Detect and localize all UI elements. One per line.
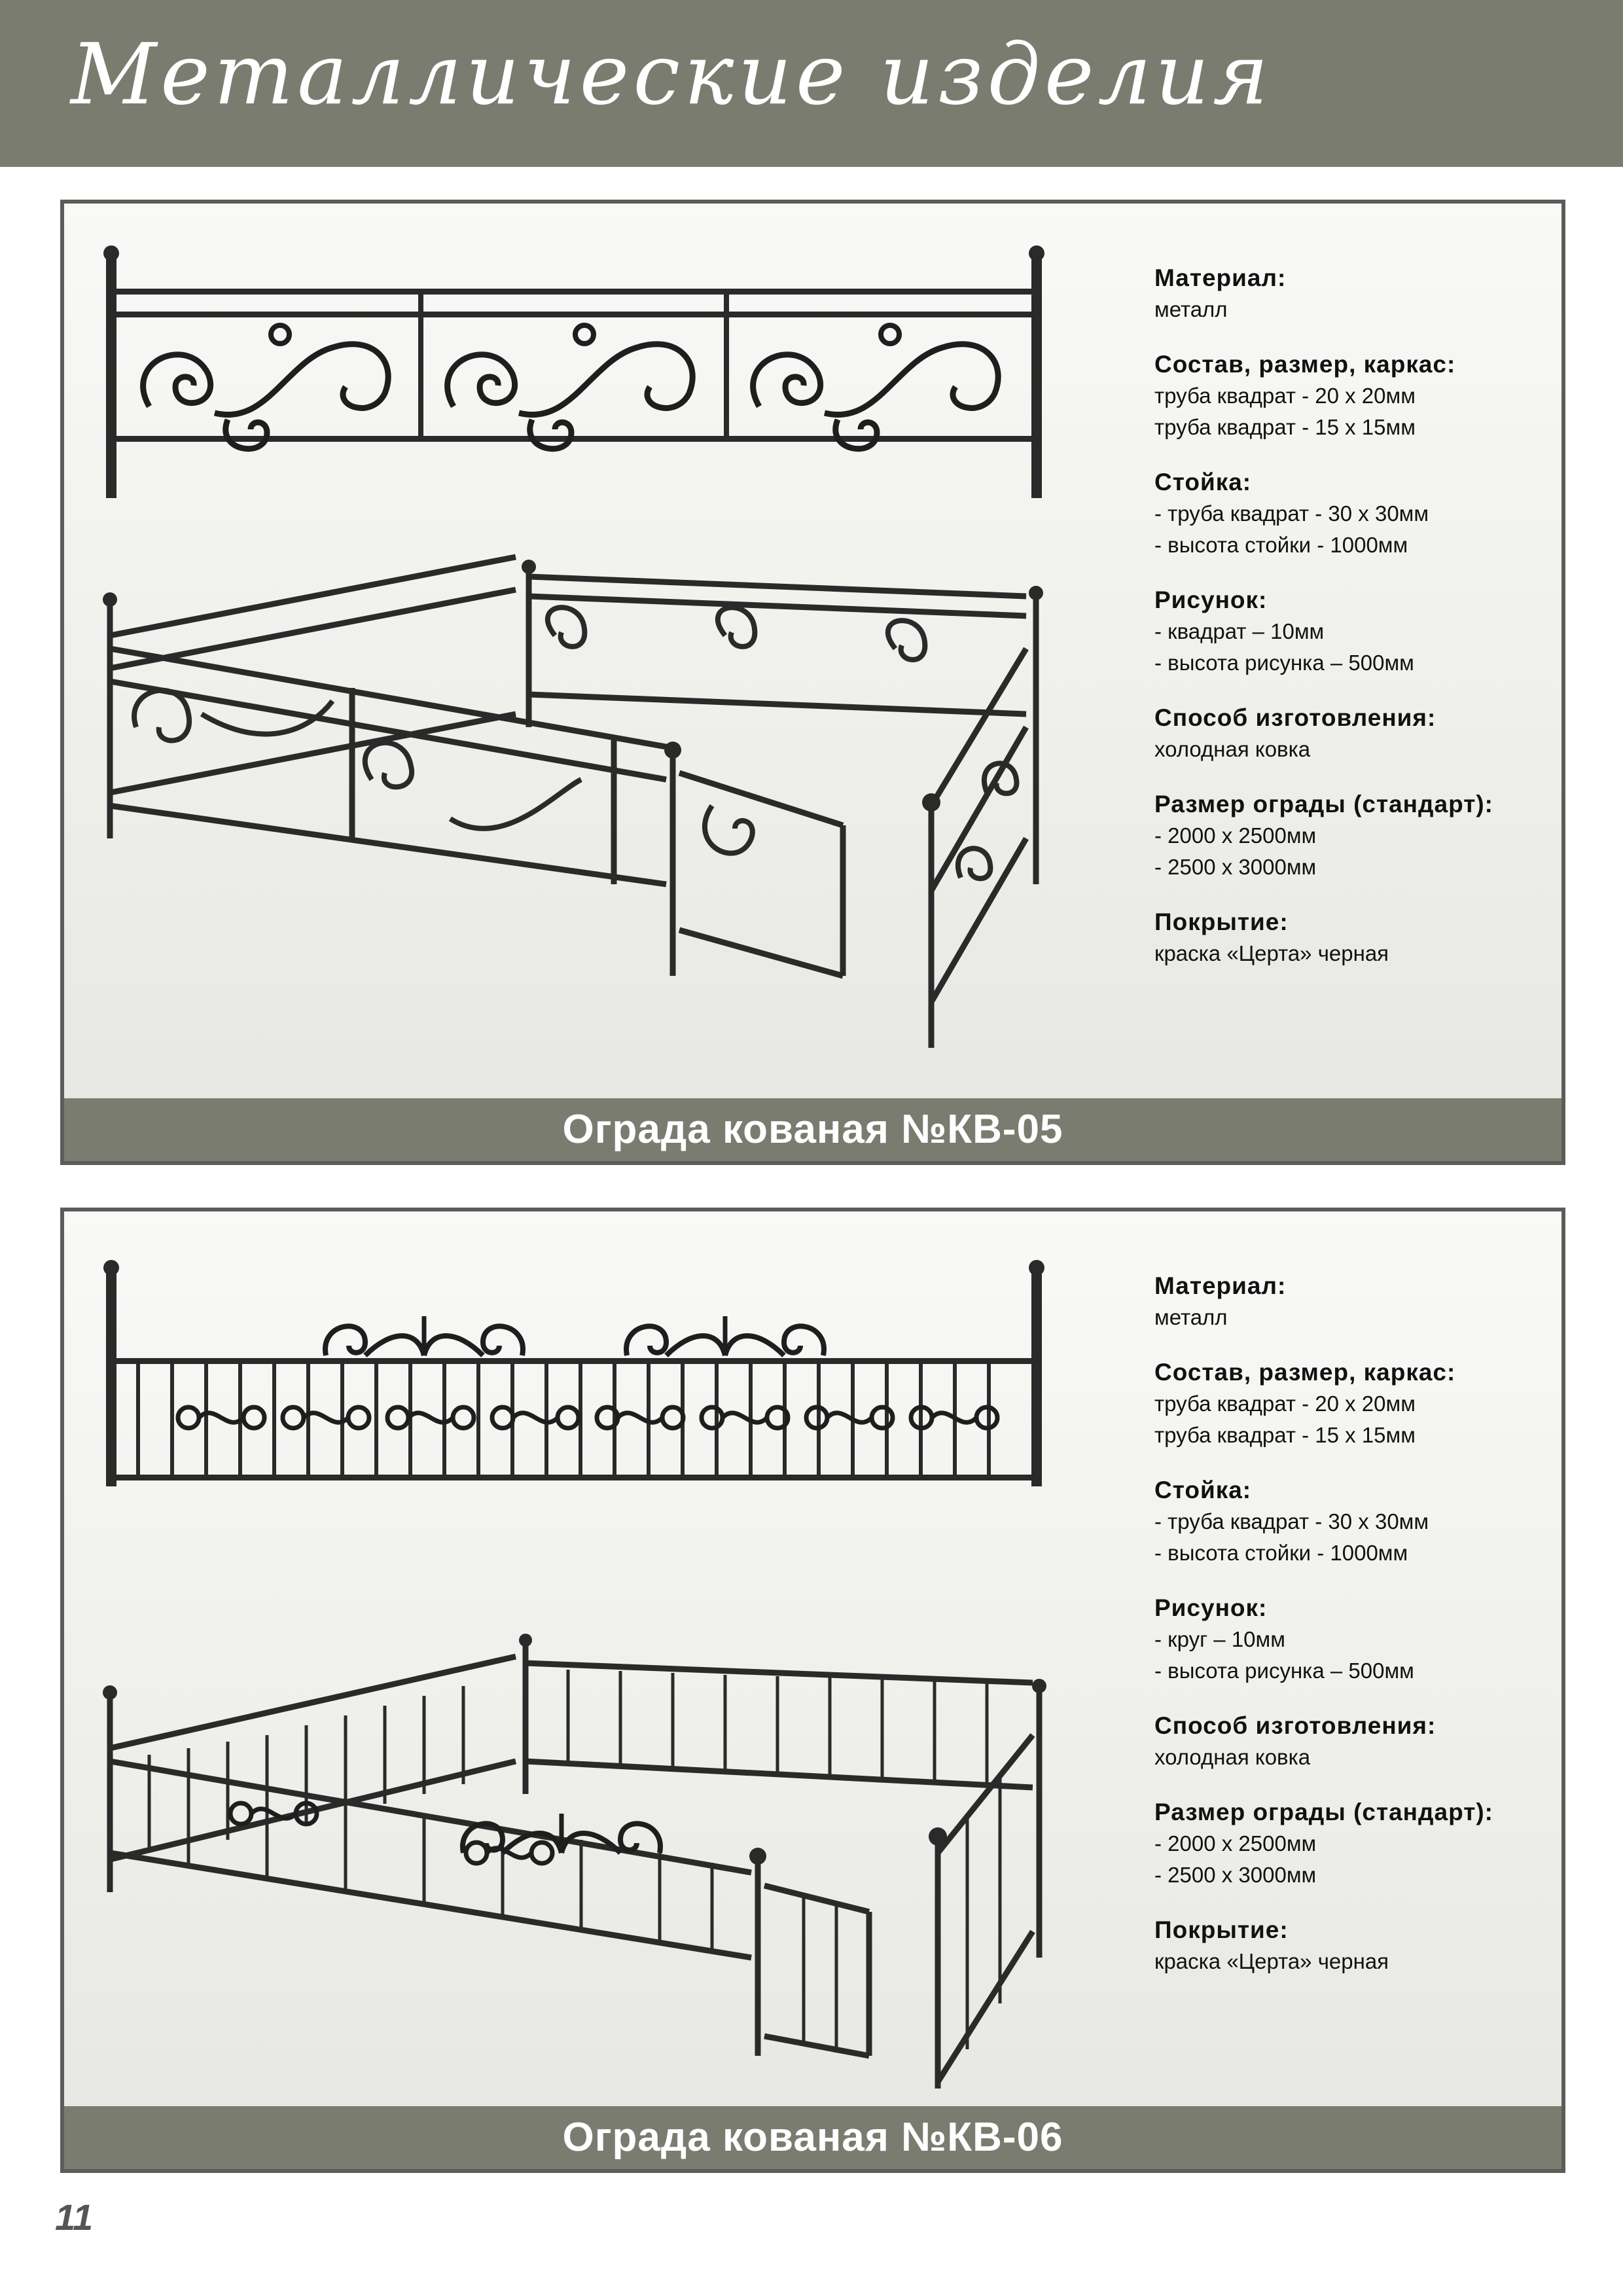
spec-material: [1154, 1270, 1547, 1333]
spec-value: - 2000 х 2500мм: [1154, 1831, 1317, 1856]
spec-value: краска «Церта» черная: [1154, 941, 1389, 965]
spec-value: металл: [1154, 297, 1228, 321]
spec-label: Способ изготовления:: [1154, 1712, 1436, 1739]
spec-value: - высота рисунка – 500мм: [1154, 1659, 1414, 1683]
spec-value: - квадрат – 10мм: [1154, 619, 1325, 643]
product-caption: Ограда кованая №КВ-05: [64, 1098, 1561, 1161]
spec-value: - высота стойки - 1000мм: [1154, 1541, 1408, 1565]
spec-label: Стойка:: [1154, 1477, 1252, 1503]
spec-value: - высота стойки - 1000мм: [1154, 533, 1408, 557]
spec-size: [1154, 1797, 1547, 1891]
spec-value: металл: [1154, 1305, 1228, 1329]
spec-value: - труба квадрат - 30 х 30мм: [1154, 501, 1429, 526]
spec-label: Стойка:: [1154, 469, 1252, 495]
spec-value: - высота рисунка – 500мм: [1154, 651, 1414, 675]
spec-value: - 2500 х 3000мм: [1154, 1863, 1317, 1887]
spec-value: холодная ковка: [1154, 1745, 1311, 1769]
spec-value: труба квадрат - 15 х 15мм: [1154, 1423, 1416, 1447]
spec-coating: [1154, 906, 1547, 969]
spec-value: - круг – 10мм: [1154, 1627, 1285, 1651]
spec-label: Размер ограды (стандарт):: [1154, 1799, 1493, 1825]
spec-pattern: [1154, 584, 1547, 679]
spec-frame: [1154, 349, 1547, 443]
product-caption: Ограда кованая №КВ-06: [64, 2106, 1561, 2169]
spec-label: Покрытие:: [1154, 908, 1289, 935]
spec-value: - 2500 х 3000мм: [1154, 855, 1317, 879]
spec-label: Рисунок:: [1154, 586, 1268, 613]
spec-label: Рисунок:: [1154, 1594, 1268, 1621]
spec-frame: [1154, 1357, 1547, 1451]
spec-label: Размер ограды (стандарт):: [1154, 791, 1493, 817]
spec-material: [1154, 262, 1547, 325]
spec-value: - труба квадрат - 30 х 30мм: [1154, 1509, 1429, 1534]
spec-value: труба квадрат - 20 х 20мм: [1154, 1391, 1416, 1416]
page-number: 11: [55, 2197, 94, 2238]
page-header: [0, 0, 1623, 167]
fence-kv05-illustration: [97, 230, 1118, 1081]
spec-value: холодная ковка: [1154, 737, 1311, 761]
product-card-kv06: [60, 1208, 1565, 2173]
spec-label: Состав, размер, каркас:: [1154, 1359, 1456, 1386]
spec-list: [1154, 1270, 1547, 2001]
spec-method: [1154, 1710, 1547, 1773]
spec-pattern: [1154, 1592, 1547, 1687]
product-card-kv05: [60, 200, 1565, 1165]
spec-label: Материал:: [1154, 264, 1287, 291]
spec-label: Материал:: [1154, 1272, 1287, 1299]
spec-method: [1154, 702, 1547, 765]
spec-post: [1154, 1475, 1547, 1569]
spec-label: Способ изготовления:: [1154, 704, 1436, 731]
spec-value: - 2000 х 2500мм: [1154, 823, 1317, 848]
spec-value: труба квадрат - 15 х 15мм: [1154, 415, 1416, 439]
spec-coating: [1154, 1914, 1547, 1977]
spec-post: [1154, 467, 1547, 561]
spec-value: труба квадрат - 20 х 20мм: [1154, 384, 1416, 408]
spec-label: Покрытие:: [1154, 1916, 1289, 1943]
spec-value: краска «Церта» черная: [1154, 1949, 1389, 1973]
page-title: Металлические изделия: [71, 26, 1273, 124]
spec-list: [1154, 262, 1547, 993]
fence-kv06-illustration: [97, 1238, 1118, 2089]
spec-label: Состав, размер, каркас:: [1154, 351, 1456, 378]
spec-size: [1154, 789, 1547, 883]
